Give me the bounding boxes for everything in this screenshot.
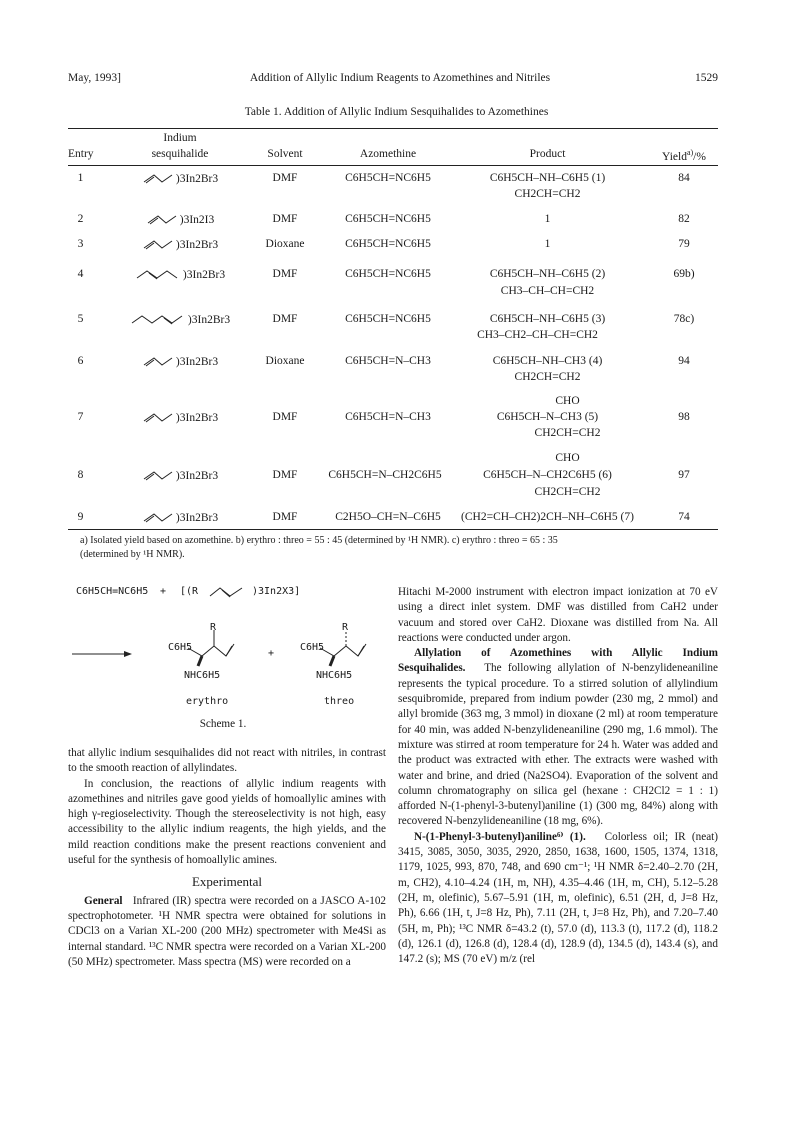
allyl-bond-icon xyxy=(142,238,176,250)
erythro-r-label: R xyxy=(210,622,217,633)
scheme-reagent-suffix: )3In2X3] xyxy=(252,586,301,597)
header-entry: Entry xyxy=(68,148,94,160)
paragraph: N-(1-Phenyl-3-butenyl)aniline⁶⁾ (1). Colorless oil; IR (neat) 3415, 3085, 3050, 3035, 2920, 2850, 1638, 1600, 1505, 1374, 1318, 1179, 1025, 993, 870, 748, and 690 cm⁻¹; ¹H NMR δ=2.40–2.70 (2H, m, CH2), 4.10–4.24 (1H, m, NH), 4.35–4.46 (1H, m, CH), 5.12–5.28 (2H, m, olefinic), 5.67–5.91 (1H, m, olefinic), 6.51 (2H, d, J=8 Hz, Ph), 6.66 (1H, t, J=8 Hz, Ph), 7.11 (2H, t, J=8 Hz, Ph), and 7.20–7.40 (5H, m, Ph); ¹³C NMR δ=43.2 (t), 57.0 (d), 113.3 (t), 117.2 (d), 118.2 (d), 126.1 (d), 126.8 (d), 128.4 (d), 128.9 (d), 134.5 (d), 143.4 (s), and 147.2 (s); MS (70 eV) m/z (rel xyxy=(398,830,719,966)
scheme-plus-products: + xyxy=(268,648,275,659)
allyl-group-icon xyxy=(208,584,252,600)
right-column xyxy=(398,585,718,967)
paragraph: that allylic indium sesquihalides did not react with nitriles, in contrast to the smooth reaction of allylindates. xyxy=(68,747,386,775)
scheme-reagent-prefix: [(R xyxy=(180,586,199,597)
left-column xyxy=(68,746,386,970)
header-yield: Yield$^{a)}$/% xyxy=(662,148,706,163)
allyl-bond-icon xyxy=(142,172,176,184)
header-azomethine: Azomethine xyxy=(359,148,417,160)
paragraph: General Infrared (IR) spectra were recorded on a JASCO A-102 spectrophotometer. ¹H NMR spectra were obtained for solutions in CDCl3 on a Varian XL-200 (200 MHz) spectrometer with Me4Si as internal standard. ¹³C NMR spectra were recorded on a Varian XL-200 (50 MHz) spectrometer. Mass spectra (MS) were recorded on a xyxy=(68,894,387,968)
scheme-plus: + xyxy=(160,586,167,597)
running-header-title: Addition of Allylic Indium Reagents to Azomethines and Nitriles xyxy=(249,72,551,84)
paragraph-lead: General xyxy=(84,894,123,907)
crotyl-bond-icon xyxy=(135,268,183,280)
header-solvent: Solvent xyxy=(267,148,303,160)
erythro-c6h5-label: C6H5 xyxy=(168,642,193,653)
allyl-bond-icon xyxy=(146,213,180,225)
section-heading: Experimental xyxy=(191,874,263,890)
table-top-rule xyxy=(68,128,718,129)
threo-c6h5-label: C6H5 xyxy=(300,642,325,653)
erythro-label: erythro xyxy=(186,696,229,707)
table-bottom-rule xyxy=(68,529,718,530)
threo-nh-label: NHC6H5 xyxy=(316,670,353,681)
header-indium: Indium xyxy=(163,132,197,144)
allyl-bond-icon xyxy=(142,355,176,367)
paragraph-lead: N-(1-Phenyl-3-butenyl)aniline⁶⁾ (1). xyxy=(414,830,586,843)
erythro-nh-label: NHC6H5 xyxy=(184,670,221,681)
running-header-left: May, 1993] xyxy=(68,72,121,84)
scheme-caption: Scheme 1. xyxy=(199,718,247,730)
page-number: 1529 xyxy=(695,72,718,84)
allyl-bond-icon xyxy=(142,411,176,423)
header-product: Product xyxy=(529,148,566,160)
table-header-rule xyxy=(68,165,718,166)
allyl-bond-icon xyxy=(142,511,176,523)
table-caption: Table 1. Addition of Allylic Indium Sesquihalides to Azomethines xyxy=(244,106,549,118)
paragraph: Hitachi M-2000 instrument with electron impact ionization at 70 eV using a direct inlet system. DMF was distilled from CaH2 under vacuum and stored over CaH2. Dioxane was distilled from Na. All reactions were conducted under argon. xyxy=(398,586,718,644)
pentenyl-bond-icon xyxy=(130,313,188,325)
table-footnote-cont: (determined by ¹H NMR). xyxy=(80,549,185,560)
paragraph: In conclusion, the reactions of allylic indium reagents with azomethines and nitriles gave good yields of homoallylic amines with high γ-regioselectivity. Though the stereoselectivity is not high, easy accessibility to the allylic indium reagents, the high yields, and the mild reaction conditions make the present reactions convenient and useful for the synthesis of homoallylic amines. xyxy=(68,777,386,867)
threo-r-label: R xyxy=(342,622,349,633)
threo-label: threo xyxy=(324,696,355,707)
paragraph-lead: Allylation of Azomethines with Allylic Indium Sesquihalides. xyxy=(398,647,718,675)
scheme-reactant-imine: C6H5CH=NC6H5 xyxy=(76,586,149,597)
table-footnote: a) Isolated yield based on azomethine. b) erythro : threo = 55 : 45 (determined by ¹H NMR). c) erythro : threo = 65 : 35 xyxy=(80,535,558,546)
scheme-1 xyxy=(68,580,388,740)
allyl-bond-icon xyxy=(142,469,176,481)
paragraph: Allylation of Azomethines with Allylic Indium Sesquihalides. The following allylation of N-benzylideneaniline represents the typical procedure. To a stirred solution of allylindium sesquibromide, prepared from indium powder (230 mg, 2 mmol) and allyl bromide (363 mg, 3 mmol) in dioxane (2 ml) at room temperature for 40 min, was added N-benzylideneaniline (290 mg, 1.6 mmol). The mixture was stirred at room temperature for 24 h. Water was added and the product was extracted with ether. The extracts were washed with water and brine, and dried (Na2SO4). Evaporation of the solvent and column chromatography on silica gel (hexane : CH2Cl2 = 1 : 1) afforded N-(1-phenyl-3-butenyl)aniline (1) (300 mg, 84%) along with recovered N-benzylideneaniline (18 mg, 6%). xyxy=(398,647,718,828)
scheme-reaction-arrow-and-products xyxy=(68,620,388,700)
header-sesquihalide: sesquihalide xyxy=(151,148,209,160)
